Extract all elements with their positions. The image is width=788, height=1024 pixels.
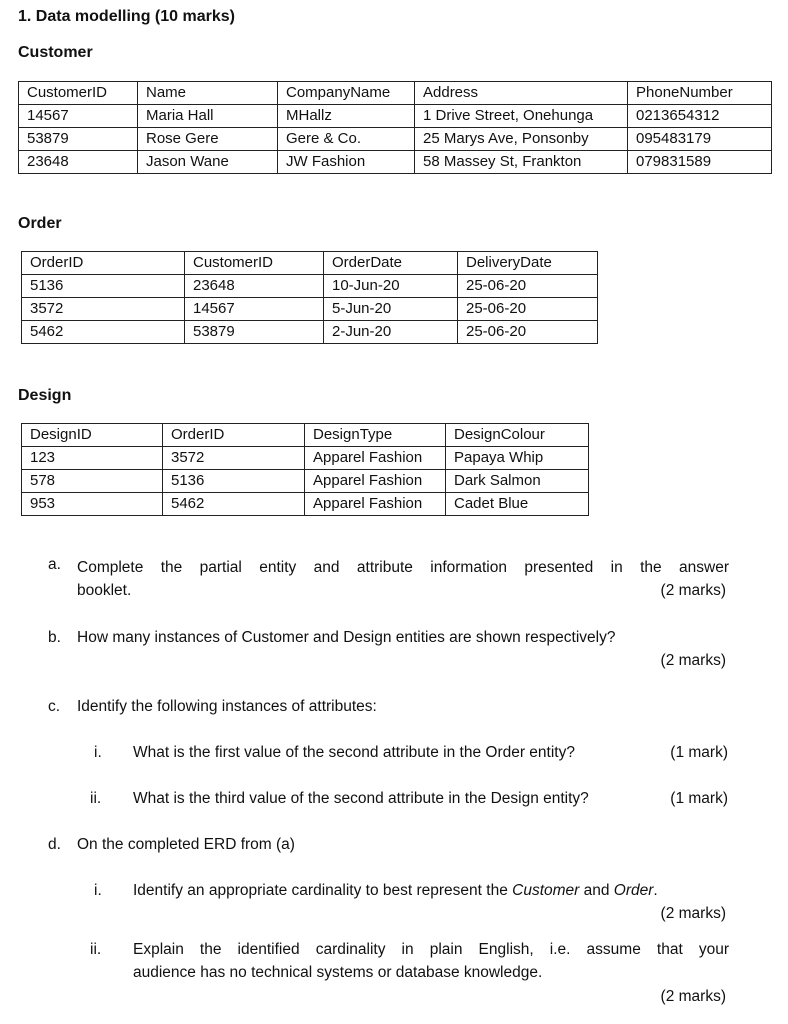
table-cell: Cadet Blue (446, 493, 589, 516)
entity-name-customer: Customer (512, 882, 580, 899)
table-cell: 5-Jun-20 (324, 298, 458, 321)
table-header-row (19, 82, 772, 105)
table-header-row (22, 252, 598, 275)
table-cell: Apparel Fashion (305, 447, 446, 470)
question-c-label: c. (48, 698, 61, 715)
table-row (22, 493, 589, 516)
question-c-ii-text: What is the third value of the second attribute in the Design entity? (133, 790, 589, 807)
question-c-ii-label: ii. (90, 790, 102, 807)
table-cell: 5462 (163, 493, 305, 516)
table-cell: 25-06-20 (458, 321, 598, 344)
design-table (21, 423, 589, 516)
table-cell: 10-Jun-20 (324, 275, 458, 298)
question-b-marks: (2 marks) (660, 652, 726, 669)
question-c-i-text: What is the first value of the second attribute in the Order entity? (133, 744, 575, 761)
question-d-label: d. (48, 836, 61, 853)
section-heading: 1. Data modelling (10 marks) (18, 8, 235, 25)
question-c-i-marks: (1 mark) (670, 744, 728, 761)
table-row (19, 128, 772, 151)
table-row (22, 447, 589, 470)
table-cell: JW Fashion (278, 151, 415, 174)
question-c-ii-marks: (1 mark) (670, 790, 728, 807)
table-cell: 123 (22, 447, 163, 470)
column-header: CompanyName (278, 82, 415, 105)
table-cell: 25 Marys Ave, Ponsonby (415, 128, 628, 151)
table-cell: 2-Jun-20 (324, 321, 458, 344)
column-header: OrderID (163, 424, 305, 447)
table-cell: Papaya Whip (446, 447, 589, 470)
question-b-text: How many instances of Customer and Design entities are shown respectively? (77, 629, 616, 646)
column-header: Address (415, 82, 628, 105)
order-table-title: Order (18, 215, 62, 232)
question-d-i-text-after: . (653, 882, 658, 899)
design-table-title: Design (18, 387, 72, 404)
question-d-i-marks: (2 marks) (660, 905, 726, 922)
table-cell: 1 Drive Street, Onehunga (415, 105, 628, 128)
table-cell: 3572 (163, 447, 305, 470)
table-row (22, 298, 598, 321)
column-header: OrderDate (324, 252, 458, 275)
table-cell: Apparel Fashion (305, 470, 446, 493)
question-d-i-text (133, 879, 658, 902)
table-cell: Apparel Fashion (305, 493, 446, 516)
question-d-ii-marks: (2 marks) (660, 988, 726, 1005)
question-d-ii-label: ii. (90, 941, 102, 958)
table-cell: 5136 (22, 275, 185, 298)
column-header: Name (138, 82, 278, 105)
question-d-i-text-and: and (579, 882, 614, 899)
question-b-label: b. (48, 629, 61, 646)
table-cell: Jason Wane (138, 151, 278, 174)
column-header: CustomerID (185, 252, 324, 275)
entity-name-order: Order (613, 882, 654, 899)
column-header: DesignType (305, 424, 446, 447)
table-cell: 3572 (22, 298, 185, 321)
table-row (19, 151, 772, 174)
customer-table (18, 81, 772, 174)
table-cell: 23648 (185, 275, 324, 298)
table-cell: 53879 (185, 321, 324, 344)
table-cell: 14567 (185, 298, 324, 321)
table-cell: 095483179 (628, 128, 772, 151)
table-row (22, 470, 589, 493)
table-row (19, 105, 772, 128)
question-d-ii-text-continued: audience has no technical systems or database knowledge. (133, 964, 543, 981)
question-d-i-text-before: Identify an appropriate cardinality to best represent the (133, 882, 513, 899)
question-c-text: Identify the following instances of attributes: (77, 698, 377, 715)
column-header: OrderID (22, 252, 185, 275)
question-d-ii-text: Explain the identified cardinality in plain English, i.e. assume that your (133, 941, 729, 958)
question-d-text: On the completed ERD from (a) (77, 836, 295, 853)
question-a-marks: (2 marks) (660, 582, 726, 599)
table-cell: 25-06-20 (458, 298, 598, 321)
table-cell: Dark Salmon (446, 470, 589, 493)
table-header-row (22, 424, 589, 447)
table-cell: 953 (22, 493, 163, 516)
column-header: DeliveryDate (458, 252, 598, 275)
table-cell: 578 (22, 470, 163, 493)
column-header: DesignID (22, 424, 163, 447)
question-d-i-label: i. (94, 882, 102, 899)
table-row (22, 321, 598, 344)
table-cell: 0213654312 (628, 105, 772, 128)
question-c-i-label: i. (94, 744, 102, 761)
table-cell: 5462 (22, 321, 185, 344)
question-a-label: a. (48, 556, 61, 573)
table-cell: Gere & Co. (278, 128, 415, 151)
table-row (22, 275, 598, 298)
customer-table-title: Customer (18, 44, 93, 61)
order-table (21, 251, 598, 344)
table-cell: 14567 (19, 105, 138, 128)
table-cell: 079831589 (628, 151, 772, 174)
column-header: DesignColour (446, 424, 589, 447)
table-cell: 5136 (163, 470, 305, 493)
table-cell: Maria Hall (138, 105, 278, 128)
column-header: CustomerID (19, 82, 138, 105)
question-a-text: Complete the partial entity and attribute information presented in the answer (77, 559, 729, 576)
question-a-text-continued: booklet. (77, 582, 132, 599)
table-cell: Rose Gere (138, 128, 278, 151)
table-cell: 23648 (19, 151, 138, 174)
column-header: PhoneNumber (628, 82, 772, 105)
table-cell: 53879 (19, 128, 138, 151)
table-cell: MHallz (278, 105, 415, 128)
table-cell: 58 Massey St, Frankton (415, 151, 628, 174)
table-cell: 25-06-20 (458, 275, 598, 298)
